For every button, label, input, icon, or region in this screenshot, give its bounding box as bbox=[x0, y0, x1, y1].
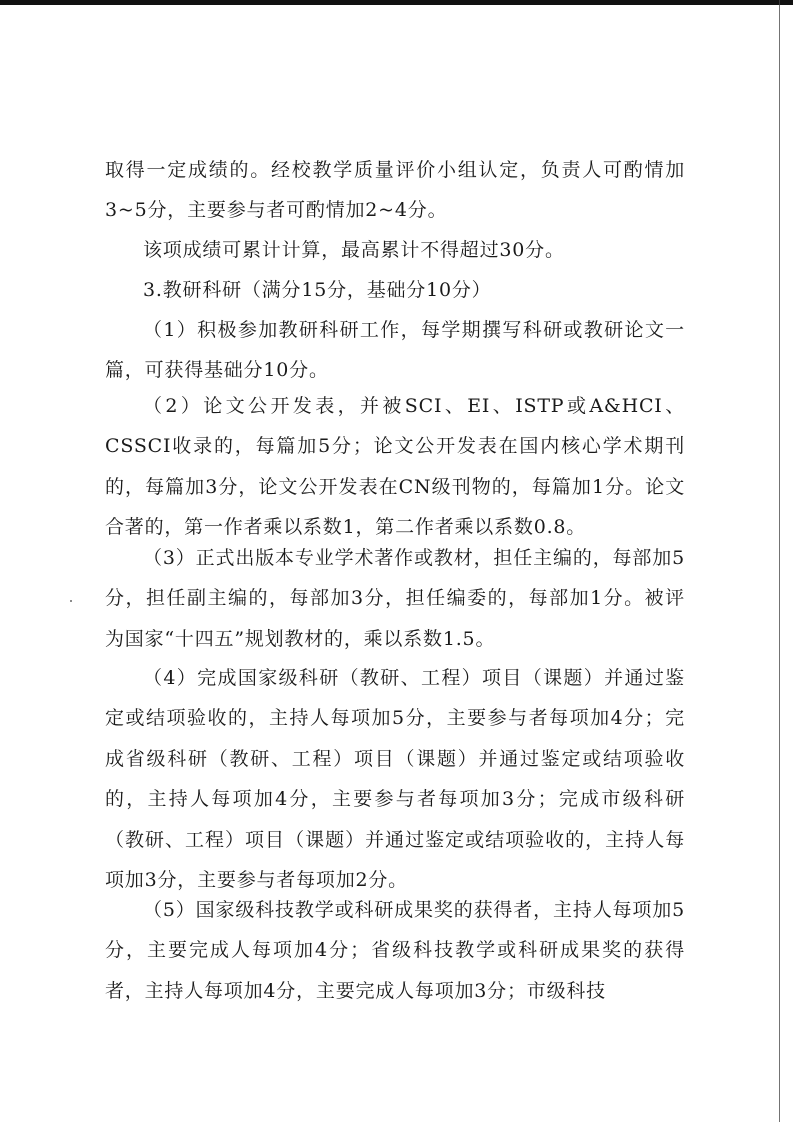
scan-right-edge bbox=[779, 0, 780, 1122]
paragraph-4: （1）积极参加教研科研工作，每学期撰写科研或教研论文一篇，可获得基础分10分。 bbox=[105, 319, 685, 382]
paragraph-2: 该项成绩可累计计算，最高累计不得超过30分。 bbox=[143, 239, 565, 261]
paragraph-3: 3.教研科研（满分15分，基础分10分） bbox=[143, 279, 492, 301]
paragraph-6: （3）正式出版本专业学术著作或教材，担任主编的，每部加5分，担任副主编的，每部加3分，担任编委的，每部加1分。被评为国家“十四五”规划教材的，乘以系数1.5。 bbox=[105, 547, 685, 650]
paragraph-7: （4）完成国家级科研（教研、工程）项目（课题）并通过鉴定或结项验收的，主持人每项加5分，主要参与者每项加4分；完成省级科研（教研、工程）项目（课题）并通过鉴定或结项验收的，主持人每项加4分，主要参与者每项加3分；完成市级科研（教研、工程）项目（课题）并通过鉴定或结项验收的，主持人每项加3分，主要参与者每项加2分。 bbox=[105, 667, 685, 892]
scan-top-border bbox=[0, 0, 793, 5]
paragraph-8: （5）国家级科技教学或科研成果奖的获得者，主持人每项加5分，主要完成人每项加4分；省级科技教学或科研成果奖的获得者，主持人每项加4分，主要完成人每项加3分；市级科技 bbox=[105, 899, 685, 1002]
scan-speck bbox=[70, 600, 72, 602]
paragraph-5: （2）论文公开发表，并被SCI、EI、ISTP或A&HCI、CSSCI收录的，每篇加5分；论文公开发表在国内核心学术期刊的，每篇加3分，论文公开发表在CN级刊物的，每篇加1分。论文合著的，第一作者乘以系数1，第二作者乘以系数0.8。 bbox=[105, 395, 685, 539]
paragraph-1: 取得一定成绩的。经校教学质量评价小组认定，负责人可酌情加3~5分，主要参与者可酌情加2~4分。 bbox=[105, 159, 685, 222]
